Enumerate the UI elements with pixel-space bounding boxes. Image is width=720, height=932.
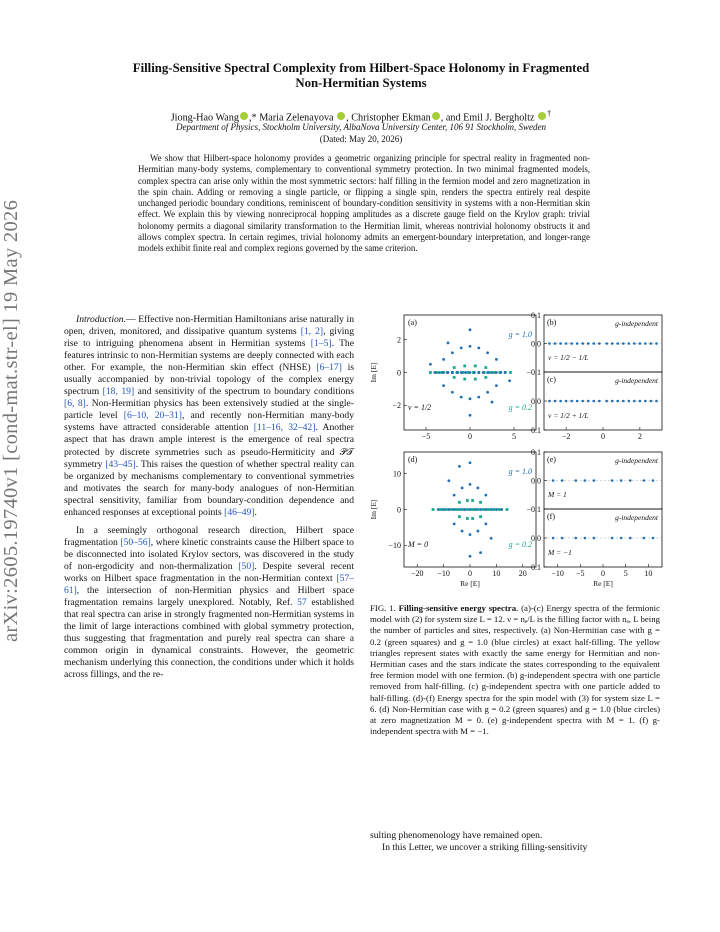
affiliation: Department of Physics, Stockholm University, AlbaNova University Center, 106 91 Stockholm, Sweden: [175, 122, 547, 132]
citation-link[interactable]: [46–49]: [224, 506, 255, 518]
data-point-blue: [504, 371, 507, 374]
data-point-green: [477, 508, 480, 511]
magnetization-label-f: M = −1: [548, 548, 572, 557]
citation-link[interactable]: [18, 19]: [102, 386, 135, 398]
title-line-2: Non-Hermitian Systems: [295, 76, 427, 90]
data-point-green: [440, 508, 443, 511]
orcid-icon[interactable]: [538, 112, 546, 120]
data-point-blue: [469, 533, 472, 536]
data-point-blue: [469, 397, 472, 400]
data-point-green: [474, 378, 477, 381]
data-point-blue: [629, 479, 632, 482]
data-point-blue: [652, 537, 655, 540]
data-point-green: [453, 376, 456, 379]
data-point-blue: [460, 371, 463, 374]
data-point-blue: [453, 522, 456, 525]
g-independent-label: g-independent: [615, 456, 658, 465]
data-point-blue: [611, 537, 614, 540]
data-point-blue: [484, 494, 487, 497]
y-tick-label: 0.1: [531, 310, 541, 320]
data-point-blue: [455, 371, 458, 374]
data-point-blue: [592, 400, 595, 403]
data-point-green: [498, 508, 501, 511]
y-axis-label: Im [E]: [369, 362, 378, 383]
data-point-blue: [574, 537, 577, 540]
y-tick-label: −0.1: [526, 425, 541, 435]
data-point-blue: [458, 508, 461, 511]
data-point-green: [466, 508, 469, 511]
data-point-green: [484, 376, 487, 379]
title-line-1: Filling-Sensitive Spectral Complexity from Hilbert-Space Holonomy in Fragmented: [132, 61, 590, 75]
caption-title: Filling-sensitive energy spectra: [398, 603, 517, 613]
section-head: Introduction.: [76, 314, 127, 325]
data-point-blue: [495, 371, 498, 374]
author-4-mark: †: [547, 108, 552, 118]
data-point-green: [471, 517, 474, 520]
data-point-blue: [486, 371, 489, 374]
data-point-green: [492, 508, 495, 511]
data-point-blue: [477, 487, 480, 490]
author-2: Maria Zelenayova: [259, 112, 334, 124]
data-point-blue: [581, 400, 584, 403]
data-point-blue: [561, 479, 564, 482]
data-point-blue: [629, 537, 632, 540]
data-point-blue: [576, 400, 579, 403]
panel-label-c: (c): [547, 375, 556, 384]
data-point-blue: [479, 551, 482, 554]
x-tick-label: 10: [644, 569, 653, 578]
data-point-green: [450, 508, 453, 511]
data-point-green: [453, 366, 456, 369]
y-axis-label: Im [E]: [369, 499, 378, 520]
citation-link[interactable]: [57–61]: [64, 572, 354, 597]
data-point-blue: [598, 342, 601, 345]
data-point-blue: [451, 351, 454, 354]
data-point-blue: [474, 508, 477, 511]
data-point-blue: [463, 508, 466, 511]
data-point-blue: [593, 479, 596, 482]
y-tick-label: 0.0: [531, 339, 541, 349]
data-point-blue: [616, 400, 619, 403]
legend-g-blue: g = 1.0: [508, 467, 532, 476]
data-point-green: [455, 508, 458, 511]
x-tick-label: −20: [410, 569, 424, 578]
x-tick-label: 2: [637, 432, 642, 441]
data-point-green: [432, 508, 435, 511]
data-point-blue: [429, 363, 432, 366]
data-point-blue: [442, 508, 445, 511]
data-point-blue: [500, 508, 503, 511]
data-point-blue: [628, 400, 631, 403]
panel-label-f: (f): [547, 512, 555, 521]
author-4: and Emil J. Bergholtz: [445, 112, 535, 124]
caption-text: . (a)-(c) Energy spectra of the fermionic model with (2) for system size L = 12. ν = nₑ/L is the filling factor with nₑ, L being the number of particles and sites, respectively. (a) Non-Hermitian case with g = 0.2 (green squares) and g = 1.0 (blue circles) at exact half-filling. The yellow triangles represent states with exactly the same energy for Hermitian and non-Hermitian cases and the stars indicate the states corresponding to the equivalent free fermion model with one fermion. (b) g-independent spectra with one particle removed from half-filling. (c) g-independent spectra with one particle added to half-filling. (d)-(f) Energy spectra for the spin model with (3) for system size L = 6. (d) Non-Hermitian case with g = 0.2 (green squares) and g = 1.0 (blue circles) at zero magnetization M = 0. (e) g-independent spectra with M = 1. (f) g-independent spectra with M = −1.: [370, 603, 661, 737]
data-point-blue: [592, 342, 595, 345]
data-point-green: [471, 499, 474, 502]
y-tick-label: 10: [393, 469, 401, 479]
paragraph-letter: In this Letter, we uncover a striking filling-sensitivity: [382, 842, 588, 854]
data-point-blue: [495, 384, 498, 387]
data-point-blue: [482, 371, 485, 374]
data-point-blue: [655, 342, 658, 345]
data-point-blue: [495, 358, 498, 361]
data-point-blue: [584, 479, 587, 482]
data-point-blue: [460, 346, 463, 349]
data-point-blue: [561, 537, 564, 540]
data-point-blue: [620, 479, 623, 482]
data-point-blue: [644, 400, 647, 403]
data-point-blue: [433, 371, 436, 374]
y-tick-label: 0.0: [531, 476, 541, 486]
data-point-blue: [469, 414, 472, 417]
data-point-blue: [469, 328, 472, 331]
orcid-icon[interactable]: [240, 112, 248, 120]
x-tick-label: −5: [421, 432, 431, 441]
data-point-blue: [598, 400, 601, 403]
legend-g-green: g = 0.2: [508, 540, 532, 549]
data-point-blue: [616, 342, 619, 345]
data-point-blue: [447, 342, 450, 345]
data-point-blue: [453, 508, 456, 511]
panel-label-e: (e): [547, 455, 556, 464]
data-point-blue: [622, 342, 625, 345]
filling-label-a: ν = 1/2: [408, 403, 432, 412]
magnetization-label-d: M = 0: [408, 540, 429, 549]
data-point-blue: [643, 479, 646, 482]
data-point-blue: [469, 483, 472, 486]
x-tick-label: 0: [468, 569, 472, 578]
data-point-blue: [453, 494, 456, 497]
data-point-blue: [437, 508, 440, 511]
x-tick-label: 20: [518, 569, 527, 578]
data-point-blue: [508, 379, 511, 382]
x-tick-label: −10: [551, 569, 564, 578]
data-point-blue: [652, 479, 655, 482]
y-tick-label: 0: [397, 505, 401, 515]
data-point-blue: [639, 400, 642, 403]
data-point-green: [482, 508, 485, 511]
y-tick-label: 0.1: [531, 447, 541, 457]
data-point-blue: [559, 342, 562, 345]
data-point-blue: [486, 351, 489, 354]
citation-link[interactable]: [1–5]: [310, 338, 332, 350]
x-tick-label: 0: [601, 432, 605, 441]
data-point-green: [461, 508, 464, 511]
data-point-blue: [574, 479, 577, 482]
data-point-blue: [554, 342, 557, 345]
data-point-blue: [633, 400, 636, 403]
data-point-blue: [611, 342, 614, 345]
y-tick-label: 0.0: [531, 396, 541, 406]
paragraph-fragmentation: In a seemingly orthogonal research direction, Hilbert space fragmentation [50–56], where kinetic constraints cause the Hilbert space to be disconnected into isolated Krylov sectors, was discovered in the study of non-ergodicity and non-thermalization [50]. Despite several recent works on Hilbert space fragmentation in the non-Hermitian context [57–61], the intersection of non-Hermitian physics and Hilbert space fragmentation remains largely unexplored. Notably, Ref. 57 established that real spectra can arise in strongly fragmented non-Hermitian systems in the limit of large interactions combined with global symmetry protection, thus suggesting that fragmentation and purely real spectra can share a common origin in dynamical constraints. However, the geometric mechanism underlying this connection, the conditions under which it holds across fillings, and the re-: [64, 524, 354, 681]
y-tick-label: −10: [388, 541, 401, 551]
data-point-green: [429, 371, 432, 374]
data-point-blue: [486, 391, 489, 394]
data-point-blue: [469, 508, 472, 511]
panel-label-b: (b): [547, 318, 557, 327]
data-point-green: [479, 515, 482, 518]
caption-label: FIG. 1.: [370, 603, 396, 613]
y-tick-label: −0.1: [526, 367, 541, 377]
data-point-blue: [650, 342, 653, 345]
data-point-blue: [491, 371, 494, 374]
data-point-blue: [477, 396, 480, 399]
author-1-mark: ,*: [249, 112, 257, 124]
data-point-green: [463, 378, 466, 381]
data-point-blue: [552, 537, 555, 540]
data-point-blue: [565, 400, 568, 403]
data-point-blue: [605, 400, 608, 403]
data-point-blue: [473, 371, 476, 374]
data-point-green: [509, 371, 512, 374]
data-point-green: [466, 499, 469, 502]
data-point-blue: [484, 522, 487, 525]
x-tick-label: 10: [492, 569, 501, 578]
data-point-blue: [461, 487, 464, 490]
data-point-blue: [461, 530, 464, 533]
x-axis-label: Re [E]: [593, 579, 613, 588]
data-point-blue: [460, 396, 463, 399]
citation-link[interactable]: [6, 8]: [64, 398, 86, 410]
data-point-green: [463, 365, 466, 368]
data-point-green: [474, 365, 477, 368]
data-point-blue: [611, 479, 614, 482]
data-point-blue: [620, 537, 623, 540]
data-point-green: [445, 508, 448, 511]
abstract: We show that Hilbert-space holonomy provides a geometric organizing principle for spectral reality in fragmented non-Hermitian many-body systems, complementary to conventional symmetry protection. In two minimal fragmented models, complex spectra can arise only within the most symmetric sectors: half filling in the fermion model and zero magnetization in the spin chain. Adding or removing a single particle, or flipping a single spin, renders the spectra entirely real despite unchanged periodic boundary conditions, reminiscent of boundary-condition sensitivity in systems with a non-Hermitian skin effect. We explain this by viewing nonreciprocal hopping amplitudes as a discrete gauge field on the Krylov graph: trivial holonomy permits a diagonal similarity transformation to the Hermitian limit, whereas nontrivial holonomy obstructs it and allows complex spectra. In certain regimes, trivial holonomy admits an emergent-boundary interpretation, and longer-range models exhibit finite real and complex regions governed by the same criterion.: [138, 153, 590, 254]
data-point-blue: [490, 508, 493, 511]
data-point-green: [479, 501, 482, 504]
data-point-green: [484, 366, 487, 369]
citation-link[interactable]: [11–16, 32–42]: [253, 422, 316, 434]
y-tick-label: −2: [392, 401, 401, 411]
citation-link[interactable]: [50]: [238, 560, 255, 572]
data-point-blue: [477, 346, 480, 349]
data-point-blue: [548, 342, 551, 345]
x-tick-label: 0: [601, 569, 605, 578]
data-point-blue: [655, 400, 658, 403]
data-point-green: [458, 515, 461, 518]
data-point-blue: [622, 400, 625, 403]
data-point-blue: [581, 342, 584, 345]
data-point-blue: [570, 400, 573, 403]
data-point-blue: [499, 371, 502, 374]
citation-link[interactable]: [50–56]: [120, 536, 151, 548]
data-point-blue: [447, 508, 450, 511]
data-point-blue: [593, 537, 596, 540]
x-tick-label: 0: [468, 432, 472, 441]
data-point-blue: [442, 384, 445, 387]
data-point-blue: [438, 371, 441, 374]
data-point-blue: [491, 401, 494, 404]
data-point-green: [466, 517, 469, 520]
data-point-blue: [633, 342, 636, 345]
y-tick-label: 2: [397, 335, 401, 345]
data-point-blue: [587, 342, 590, 345]
data-point-blue: [464, 371, 467, 374]
x-tick-label: −5: [576, 569, 585, 578]
data-point-blue: [611, 400, 614, 403]
y-tick-label: −0.1: [526, 562, 541, 572]
data-point-blue: [548, 400, 551, 403]
data-point-blue: [477, 530, 480, 533]
left-column: [64, 314, 354, 681]
y-tick-label: 0.0: [531, 533, 541, 543]
data-point-blue: [451, 391, 454, 394]
x-tick-label: −10: [437, 569, 450, 578]
orcid-icon[interactable]: [432, 112, 440, 120]
data-point-blue: [458, 465, 461, 468]
data-point-blue: [469, 345, 472, 348]
data-point-blue: [495, 508, 498, 511]
data-point-blue: [554, 400, 557, 403]
data-point-blue: [484, 508, 487, 511]
y-tick-label: 0: [397, 368, 401, 378]
data-point-blue: [639, 342, 642, 345]
citation-link[interactable]: 57: [297, 597, 307, 609]
legend-g-green: g = 0.2: [508, 403, 532, 412]
filling-label-c: ν = 1/2 + 1/L: [548, 411, 589, 420]
g-independent-label: g-independent: [615, 319, 658, 328]
data-point-blue: [477, 371, 480, 374]
data-point-blue: [559, 400, 562, 403]
paragraph-intro: Introduction.— Effective non-Hermitian Hamiltonians arise naturally in open, driven, monitored, and dissipative quantum systems [1, 2], giving rise to intriguing phenomena absent in Hermitian systems [1–5]. The features intrinsic to non-Hermitian systems are deeply connected with each other. For example, the non-Hermitian skin effect (NHSE) [6–17] is usually accompanied by non-trivial topology of the complex energy spectrum [18, 19] and sensitivity of the spectrum to boundary conditions [6, 8]. Non-Hermitian physics has been extensively studied at the single-particle level [6–10, 20–31], and recently non-Hermitian many-body systems have attracted considerable attention [11–16, 32–42]. Another aspect that has drawn ample interest is the emergence of real spectra protected by discrete symmetries such as pseudo-Hermiticity and 𝒫𝒯 symmetry [43–45]. This raises the question of whether spectral reality can be organized by mechanisms complementary to conventional symmetries and motivates the search for many-body analogues of non-Hermitian spectral sensitivity, familiar from boundary-condition dependence and enhanced responses at exceptional points [46–49].: [64, 314, 355, 518]
paper-title: [70, 61, 652, 91]
data-point-blue: [605, 342, 608, 345]
arxiv-identifier: arXiv:2605.19740v1 [cond-mat.str-el] 19 May 2026: [0, 199, 22, 642]
data-point-blue: [447, 371, 450, 374]
figure-caption: [370, 603, 660, 737]
citation-link[interactable]: [43–45]: [105, 458, 136, 470]
data-point-blue: [570, 342, 573, 345]
data-point-green: [471, 508, 474, 511]
filling-label-b: ν = 1/2 − 1/L: [548, 353, 589, 362]
legend-g-blue: g = 1.0: [508, 330, 532, 339]
data-point-blue: [565, 342, 568, 345]
data-point-blue: [469, 371, 472, 374]
x-tick-label: 5: [623, 569, 628, 578]
data-point-blue: [643, 537, 646, 540]
data-point-blue: [490, 537, 493, 540]
data-point-green: [506, 508, 509, 511]
panel-label-d: (d): [408, 455, 418, 464]
data-point-blue: [584, 537, 587, 540]
data-point-blue: [576, 342, 579, 345]
x-axis-label: Re [E]: [460, 579, 480, 588]
data-point-blue: [644, 342, 647, 345]
author-list: Jiong-Hao Wang ,* Maria Zelenayova , Christopher Ekman , and Emil J. Bergholtz †: [170, 108, 552, 124]
x-tick-label: −2: [561, 432, 571, 441]
data-point-blue: [442, 371, 445, 374]
data-point-blue: [628, 342, 631, 345]
citation-link[interactable]: [6–17]: [316, 362, 342, 374]
paragraph-continued: sulting phenomenology have remained open.: [370, 830, 543, 841]
data-point-blue: [469, 555, 472, 558]
data-point-blue: [552, 479, 555, 482]
author-3: Christopher Ekman: [351, 112, 431, 124]
g-independent-label: g-independent: [615, 513, 658, 522]
magnetization-label-e: M = 1: [548, 490, 567, 499]
panel-label-a: (a): [408, 318, 417, 327]
orcid-icon[interactable]: [337, 112, 345, 120]
data-point-blue: [587, 400, 590, 403]
right-column-text: [370, 830, 660, 854]
citation-link[interactable]: [6–10, 20–31]: [123, 410, 182, 422]
x-tick-label: 5: [512, 432, 516, 441]
data-point-blue: [447, 479, 450, 482]
y-tick-label: −0.1: [526, 504, 541, 514]
g-independent-label: g-independent: [615, 376, 658, 385]
author-1: Jiong-Hao Wang: [170, 112, 239, 124]
data-point-blue: [479, 508, 482, 511]
data-point-blue: [451, 371, 454, 374]
data-point-blue: [442, 358, 445, 361]
figure-1: [368, 307, 668, 591]
citation-link[interactable]: [1, 2]: [300, 326, 324, 338]
data-point-green: [487, 508, 490, 511]
data-point-green: [458, 501, 461, 504]
data-point-blue: [469, 461, 472, 464]
date-line: (Dated: May 20, 2026): [319, 134, 403, 144]
data-point-blue: [650, 400, 653, 403]
